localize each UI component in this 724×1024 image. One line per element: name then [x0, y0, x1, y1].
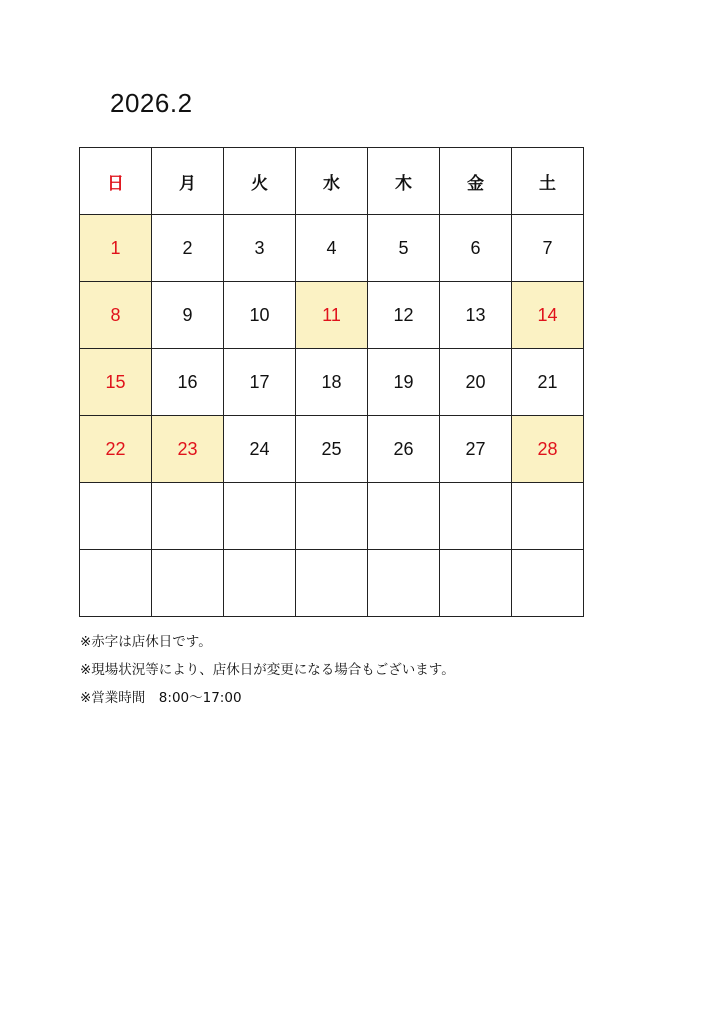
day-cell: 7 — [512, 215, 584, 282]
weekday-sat: 土 — [512, 148, 584, 215]
week-row-2 — [80, 282, 584, 349]
day-cell — [224, 483, 296, 550]
day-cell: 12 — [368, 282, 440, 349]
day-cell: 16 — [152, 349, 224, 416]
day-cell: 4 — [296, 215, 368, 282]
day-cell — [368, 550, 440, 617]
day-cell: 10 — [224, 282, 296, 349]
closed-day-cell: 1 — [80, 215, 152, 282]
week-row-1 — [80, 215, 584, 282]
day-cell — [512, 483, 584, 550]
weekday-thu: 木 — [368, 148, 440, 215]
closed-day-cell: 22 — [80, 416, 152, 483]
day-cell — [296, 483, 368, 550]
day-cell: 20 — [440, 349, 512, 416]
day-cell — [152, 483, 224, 550]
day-cell — [512, 550, 584, 617]
week-row-6 — [80, 550, 584, 617]
weekday-mon: 月 — [152, 148, 224, 215]
weekday-sun: 日 — [80, 148, 152, 215]
calendar-grid — [79, 147, 584, 617]
weekday-tue: 火 — [224, 148, 296, 215]
week-row-3 — [80, 349, 584, 416]
day-cell — [368, 483, 440, 550]
notes-block — [80, 628, 455, 712]
day-cell — [224, 550, 296, 617]
closed-day-cell: 23 — [152, 416, 224, 483]
day-cell — [440, 483, 512, 550]
week-row-5 — [80, 483, 584, 550]
closed-day-cell: 11 — [296, 282, 368, 349]
day-cell — [80, 483, 152, 550]
month-title: 2026.2 — [110, 88, 193, 118]
day-cell — [296, 550, 368, 617]
day-cell — [152, 550, 224, 617]
weekday-wed: 水 — [296, 148, 368, 215]
week-row-4 — [80, 416, 584, 483]
day-cell: 17 — [224, 349, 296, 416]
note-business-hours: ※営業時間 8:00～17:00 — [80, 690, 242, 706]
day-cell: 27 — [440, 416, 512, 483]
day-cell: 5 — [368, 215, 440, 282]
note-schedule-change: ※現場状況等により、店休日が変更になる場合もございます。 — [80, 662, 455, 678]
closed-day-cell: 28 — [512, 416, 584, 483]
day-cell — [80, 550, 152, 617]
day-cell: 9 — [152, 282, 224, 349]
day-cell: 24 — [224, 416, 296, 483]
weekday-header-row — [80, 148, 584, 215]
day-cell — [440, 550, 512, 617]
day-cell: 13 — [440, 282, 512, 349]
day-cell: 6 — [440, 215, 512, 282]
closed-day-cell: 15 — [80, 349, 152, 416]
closed-day-cell: 8 — [80, 282, 152, 349]
day-cell: 19 — [368, 349, 440, 416]
day-cell: 26 — [368, 416, 440, 483]
note-closed-days: ※赤字は店休日です。 — [80, 634, 212, 650]
day-cell: 2 — [152, 215, 224, 282]
day-cell: 3 — [224, 215, 296, 282]
closed-day-cell: 14 — [512, 282, 584, 349]
day-cell: 21 — [512, 349, 584, 416]
day-cell: 25 — [296, 416, 368, 483]
weekday-fri: 金 — [440, 148, 512, 215]
day-cell: 18 — [296, 349, 368, 416]
